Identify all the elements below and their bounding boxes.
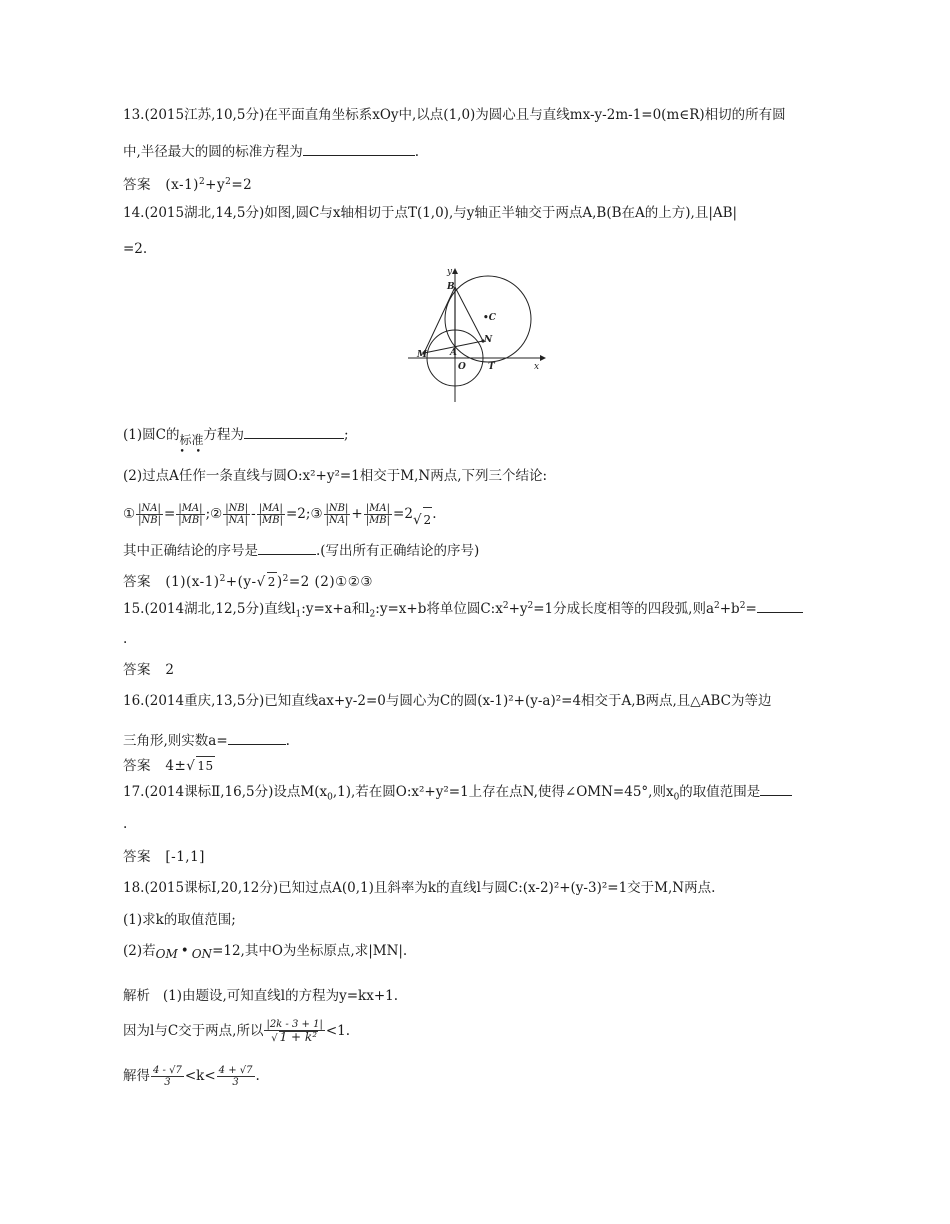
q15-line2: . — [123, 631, 128, 647]
q14-line2: =2. — [123, 241, 148, 257]
q15-text: :y=x+b将单位圆C:x — [375, 601, 503, 617]
q14-answer: 答案 $(1)(x-1)^2+(y-√$ 2)$^2$=2 (2)①②③ — [123, 574, 373, 590]
q15-answer-blank — [757, 598, 803, 613]
fraction-nb-na — [223, 503, 250, 526]
frac-den: |MB| — [365, 515, 391, 526]
frac-num: |MA| — [176, 503, 204, 515]
label-a: A — [450, 348, 457, 358]
y-axis-arrow — [452, 268, 458, 274]
label-n: N — [484, 335, 493, 345]
frac-den: |NB| — [138, 515, 161, 526]
radicand: 1 + k² — [279, 1030, 318, 1044]
q16-line1: 16.(2014重庆,13,5分)已知直线ax+y-2=0与圆心为C的圆(x-1)²+(y-a)²=4相交于A,B两点,且△ABC为等边 — [123, 693, 772, 709]
distance-fraction — [264, 1019, 324, 1044]
plus: + — [351, 506, 363, 522]
emphasis-dots: • • — [179, 447, 205, 457]
q13-line2 — [123, 141, 419, 161]
q18-part2 — [123, 942, 407, 960]
segment-bm — [424, 287, 455, 353]
q15-text: =1分成长度相等的四段弧,则a — [533, 601, 714, 617]
q18-solution-line3 — [123, 1063, 260, 1089]
q17-answer-value: [-1,1] — [165, 849, 205, 865]
frac-den: |NA| — [325, 515, 349, 526]
q17-answer-blank — [760, 781, 792, 796]
label-c: •C — [483, 313, 496, 323]
answer-label: 答案 — [123, 177, 151, 193]
solution-text: 因为l与C交于两点,所以 — [123, 1023, 264, 1039]
conclusion-1-marker: ① — [123, 506, 136, 522]
frac-num: 4 - √7 — [153, 1065, 182, 1076]
solution-text: <1. — [325, 1023, 351, 1039]
q14-line1: 14.(2015湖北,14,5分)如图,圆C与x轴相切于点T(1,0),与y轴正半轴交于两点A,B(B在A的上方),且|AB| — [123, 205, 738, 221]
frac-den: √ 1 + k² — [271, 1030, 318, 1044]
frac-den: |NA| — [225, 515, 249, 526]
dot-product: • — [180, 943, 189, 959]
fraction-ma-mb — [364, 503, 392, 526]
q13-answer-part: (x-1) — [165, 177, 199, 193]
q16-answer — [123, 756, 215, 775]
vector-om — [156, 947, 178, 961]
q14-answer-part: +(y- — [225, 574, 257, 590]
sqrt-2: √ 2 — [256, 574, 276, 590]
q16-answer-blank — [228, 730, 286, 745]
q14-part2: (2)过点A任作一条直线与圆O:x²+y²=1相交于M,N两点,下列三个结论: — [123, 468, 548, 484]
radicand: 2 — [423, 507, 433, 532]
q18-line1: 18.(2015课标Ⅰ,20,12分)已知过点A(0,1)且斜率为k的直线l与圆C:(x-2)²+(y-3)²=1交于M,N两点. — [123, 880, 716, 896]
conclusion-2-marker: ;② — [205, 506, 223, 522]
q15-text: :y=x+a和l — [301, 601, 370, 617]
q16-line2 — [123, 730, 290, 750]
q14-question-text: 其中正确结论的序号是 — [123, 543, 258, 559]
q14-question-text: .(写出所有正确结论的序号) — [316, 543, 480, 559]
q15-line1: 15.(2014湖北,12,5分)直线$l_1:y=x+a$和$l_2:y=x+b$将单位圆$C:x^2+y^2=1$分成长度相等的四段弧,则$a^2+b^2=$ — [123, 597, 803, 624]
vector-om-label: OM — [155, 947, 178, 961]
minus: - — [251, 506, 256, 522]
radicand: 2 — [267, 572, 277, 591]
sqrt-2: √ 2 — [413, 512, 432, 528]
answer-label: 答案 — [123, 758, 151, 774]
q17-text: 17.(2014课标Ⅱ,16,5分)设点M(x — [123, 784, 328, 800]
radicand: 15 — [196, 756, 214, 775]
x-axis-label: x — [534, 362, 540, 372]
y-axis-label: y — [447, 267, 453, 277]
conclusion-3-marker: ;③ — [305, 506, 323, 522]
q16-text: 三角形,则实数a= — [123, 733, 228, 749]
q18-part1: (1)求k的取值范围; — [123, 912, 236, 928]
equals-two: =2 — [285, 506, 306, 522]
q18-text: =12,其中O为坐标原点,求|MN|. — [212, 943, 408, 959]
q15-text: +b — [719, 601, 740, 617]
frac-den: |MB| — [258, 515, 283, 526]
fraction-ma-mb — [176, 503, 204, 526]
q15-answer — [123, 661, 174, 679]
frac-num: 4 + √7 — [218, 1065, 253, 1076]
frac-num: |NB| — [325, 503, 349, 514]
answer-label: 答案 — [123, 662, 151, 678]
q14-answer-part: ) — [276, 574, 283, 590]
q14-part1-blank — [244, 424, 344, 439]
equals-two: =2 — [393, 506, 413, 522]
q13-answer: 答案 $(x-1)^2+y^2=2$ — [123, 177, 253, 193]
emphasis-mark-text — [179, 431, 205, 457]
q14-part1-end: ; — [343, 427, 349, 443]
answer-label: 答案 — [123, 574, 151, 590]
segment-bn — [455, 287, 483, 341]
lower-bound-fraction — [151, 1065, 184, 1088]
q13-line1: 13.(2015江苏,10,5分)在平面直角坐标系xOy中,以点(1,0)为圆心且与直线mx-y-2m-1=0(m∈R)相切的所有圆 — [123, 107, 786, 123]
x-axis-arrow — [540, 355, 546, 361]
solution-text: 解得 — [123, 1068, 150, 1084]
frac-num: |NB| — [225, 503, 249, 514]
frac-num: |MA| — [364, 503, 392, 515]
vector-on-label: ON — [191, 947, 213, 961]
q14-conclusions — [123, 501, 436, 526]
sqrt-15: √ 15 — [186, 758, 214, 774]
q18-solution-line1 — [123, 987, 398, 1005]
frac-num: |NA| — [136, 503, 163, 515]
upper-bound-fraction — [217, 1065, 255, 1088]
q13-line2-end: . — [414, 144, 420, 160]
period: . — [432, 506, 437, 522]
frac-den: |MB| — [178, 515, 203, 526]
q16-answer-part: 4± — [165, 758, 187, 774]
q15-text: 15.(2014湖北,12,5分)直线l — [123, 601, 296, 617]
label-m: M — [417, 350, 427, 360]
solution-text: (1)由题设,可知直线l的方程为y=kx+1. — [162, 988, 399, 1004]
label-b: B — [447, 282, 455, 292]
q17-text: ,1),若在圆O:x²+y²=1上存在点N,使得∠OMN=45°,则x — [332, 784, 674, 800]
label-t: T — [488, 362, 495, 372]
q17-line2: . — [123, 816, 128, 832]
q13-answer-blank — [303, 141, 415, 156]
frac-den: 3 — [232, 1077, 239, 1088]
solution-text: <k< — [184, 1068, 216, 1084]
q13-line2-text: 中,半径最大的圆的标准方程为 — [123, 144, 303, 160]
q14-part1-text: (1)圆C的 — [123, 427, 180, 443]
vector-on — [192, 947, 212, 961]
q15-answer-value: 2 — [165, 662, 175, 678]
q15-text: = — [745, 601, 757, 617]
q13-answer-part: =2 — [231, 177, 253, 193]
q14-part1 — [123, 424, 349, 457]
q17-text: 的取值范围是 — [679, 784, 761, 800]
q17-answer — [123, 848, 205, 866]
solution-text: . — [255, 1068, 260, 1084]
q14-question — [123, 540, 479, 560]
equals: = — [163, 506, 176, 522]
label-o: O — [458, 362, 466, 372]
q13-answer-part: +y — [205, 177, 226, 193]
frac-num: |2k - 3 + 1| — [266, 1019, 323, 1030]
fraction-na-nb — [136, 503, 163, 526]
fraction-nb-na — [324, 503, 351, 526]
solution-label: 解析 — [123, 988, 150, 1004]
q14-answer-part: =2 (2)①②③ — [288, 574, 373, 590]
q18-solution-line2 — [123, 1018, 350, 1044]
q16-text: . — [285, 733, 290, 749]
q14-answer-part: (1)(x-1) — [165, 574, 220, 590]
fraction-ma-mb — [257, 503, 285, 526]
q14-emphasized-word: 标准 — [179, 433, 204, 447]
q14-question-blank — [258, 540, 316, 555]
circle-geometry-figure — [408, 262, 548, 402]
q17-line1: 17.(2014课标Ⅱ,16,5分)设点$M(x_0,1)$,若在圆O:x²+y²=1上存在点N,使得∠OMN=45°,则$x_0$的取值范围是 — [123, 781, 792, 807]
answer-label: 答案 — [123, 849, 151, 865]
q14-part1-text: 方程为 — [203, 427, 244, 443]
frac-num: |MA| — [257, 503, 285, 515]
q15-text: +y — [508, 601, 528, 617]
q18-text: (2)若 — [123, 943, 156, 959]
frac-den: 3 — [164, 1077, 171, 1088]
